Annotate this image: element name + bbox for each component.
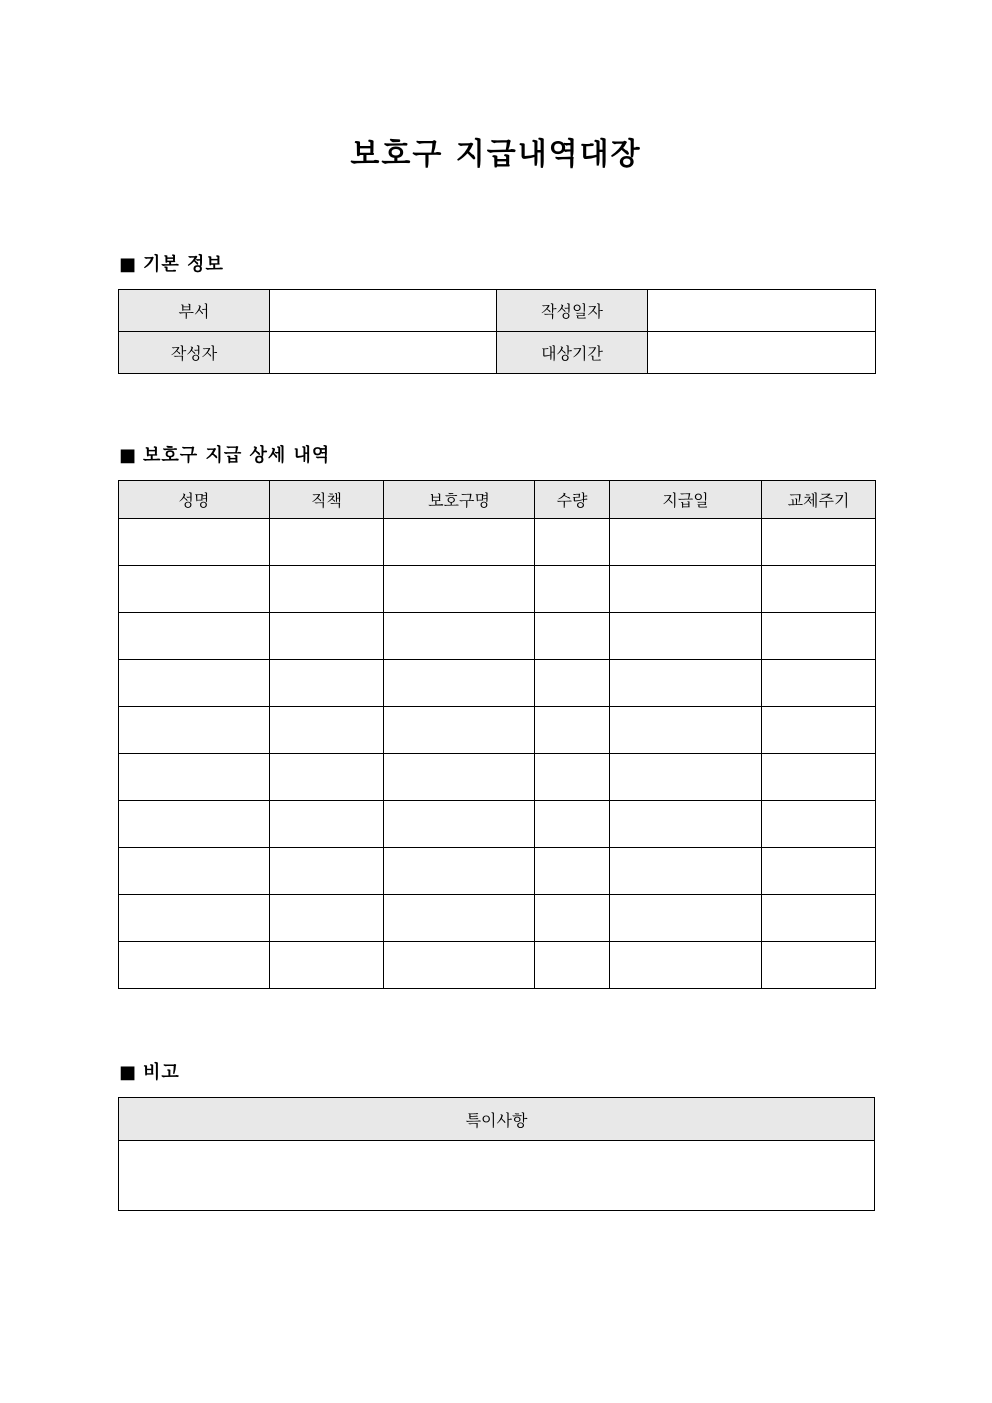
table-row — [119, 801, 876, 848]
square-bullet-icon: ■ — [119, 1062, 138, 1083]
cell-quantity[interactable] — [535, 942, 610, 989]
cell-name[interactable] — [119, 848, 270, 895]
table-row — [119, 332, 876, 374]
cell-issue-date[interactable] — [610, 519, 762, 566]
cell-quantity[interactable] — [535, 707, 610, 754]
cell-replacement-cycle[interactable] — [762, 895, 876, 942]
table-row — [119, 1141, 875, 1211]
date-written-field[interactable] — [648, 290, 876, 332]
cell-position[interactable] — [270, 801, 384, 848]
table-row — [119, 848, 876, 895]
table-row — [119, 290, 876, 332]
special-notes-header: 특이사항 — [119, 1098, 875, 1141]
cell-equipment[interactable] — [384, 848, 535, 895]
table-row — [119, 895, 876, 942]
cell-equipment[interactable] — [384, 613, 535, 660]
cell-replacement-cycle[interactable] — [762, 566, 876, 613]
remarks-table — [118, 1097, 875, 1211]
target-period-label: 대상기간 — [497, 332, 648, 374]
cell-quantity[interactable] — [535, 613, 610, 660]
cell-name[interactable] — [119, 801, 270, 848]
date-written-label: 작성일자 — [497, 290, 648, 332]
table-header-row — [119, 1098, 875, 1141]
cell-name[interactable] — [119, 707, 270, 754]
cell-equipment[interactable] — [384, 895, 535, 942]
column-header-position: 직책 — [270, 481, 384, 519]
cell-name[interactable] — [119, 754, 270, 801]
cell-replacement-cycle[interactable] — [762, 519, 876, 566]
column-header-replacement-cycle: 교체주기 — [762, 481, 876, 519]
column-header-name: 성명 — [119, 481, 270, 519]
document-title: 보호구 지급내역대장 — [350, 137, 642, 172]
cell-quantity[interactable] — [535, 848, 610, 895]
cell-equipment[interactable] — [384, 519, 535, 566]
table-row — [119, 566, 876, 613]
cell-name[interactable] — [119, 942, 270, 989]
cell-equipment[interactable] — [384, 801, 535, 848]
cell-issue-date[interactable] — [610, 707, 762, 754]
cell-name[interactable] — [119, 519, 270, 566]
square-bullet-icon: ■ — [119, 445, 138, 466]
cell-position[interactable] — [270, 942, 384, 989]
cell-issue-date[interactable] — [610, 613, 762, 660]
cell-position[interactable] — [270, 519, 384, 566]
cell-issue-date[interactable] — [610, 660, 762, 707]
cell-name[interactable] — [119, 895, 270, 942]
column-header-equipment: 보호구명 — [384, 481, 535, 519]
section-title: 보호구 지급 상세 내역 — [143, 445, 331, 466]
author-field[interactable] — [270, 332, 497, 374]
cell-position[interactable] — [270, 754, 384, 801]
cell-equipment[interactable] — [384, 707, 535, 754]
special-notes-field[interactable] — [119, 1141, 875, 1211]
table-row — [119, 519, 876, 566]
table-header-row — [119, 481, 876, 519]
cell-quantity[interactable] — [535, 754, 610, 801]
cell-issue-date[interactable] — [610, 848, 762, 895]
section-heading-remarks — [119, 1061, 180, 1085]
cell-replacement-cycle[interactable] — [762, 754, 876, 801]
cell-issue-date[interactable] — [610, 895, 762, 942]
basic-info-table — [118, 289, 876, 374]
cell-replacement-cycle[interactable] — [762, 801, 876, 848]
cell-replacement-cycle[interactable] — [762, 613, 876, 660]
section-title: 비고 — [143, 1062, 180, 1083]
cell-position[interactable] — [270, 613, 384, 660]
cell-position[interactable] — [270, 895, 384, 942]
cell-equipment[interactable] — [384, 566, 535, 613]
table-row — [119, 613, 876, 660]
cell-quantity[interactable] — [535, 660, 610, 707]
table-row — [119, 942, 876, 989]
cell-quantity[interactable] — [535, 566, 610, 613]
section-title: 기본 정보 — [143, 254, 224, 275]
cell-quantity[interactable] — [535, 895, 610, 942]
department-field[interactable] — [270, 290, 497, 332]
cell-replacement-cycle[interactable] — [762, 707, 876, 754]
cell-equipment[interactable] — [384, 660, 535, 707]
cell-replacement-cycle[interactable] — [762, 848, 876, 895]
column-header-quantity: 수량 — [535, 481, 610, 519]
cell-issue-date[interactable] — [610, 801, 762, 848]
cell-name[interactable] — [119, 566, 270, 613]
section-heading-detail — [119, 444, 330, 468]
issuance-detail-table — [118, 480, 876, 989]
cell-issue-date[interactable] — [610, 566, 762, 613]
cell-equipment[interactable] — [384, 754, 535, 801]
cell-position[interactable] — [270, 660, 384, 707]
cell-replacement-cycle[interactable] — [762, 942, 876, 989]
department-label: 부서 — [119, 290, 270, 332]
table-row — [119, 707, 876, 754]
cell-position[interactable] — [270, 848, 384, 895]
cell-quantity[interactable] — [535, 519, 610, 566]
table-row — [119, 660, 876, 707]
cell-issue-date[interactable] — [610, 754, 762, 801]
cell-quantity[interactable] — [535, 801, 610, 848]
square-bullet-icon: ■ — [119, 254, 138, 275]
cell-equipment[interactable] — [384, 942, 535, 989]
target-period-field[interactable] — [648, 332, 876, 374]
section-heading-basic-info — [119, 253, 224, 277]
table-row — [119, 754, 876, 801]
cell-replacement-cycle[interactable] — [762, 660, 876, 707]
cell-name[interactable] — [119, 613, 270, 660]
cell-issue-date[interactable] — [610, 942, 762, 989]
author-label: 작성자 — [119, 332, 270, 374]
cell-name[interactable] — [119, 660, 270, 707]
cell-position[interactable] — [270, 566, 384, 613]
column-header-issue-date: 지급일 — [610, 481, 762, 519]
cell-position[interactable] — [270, 707, 384, 754]
